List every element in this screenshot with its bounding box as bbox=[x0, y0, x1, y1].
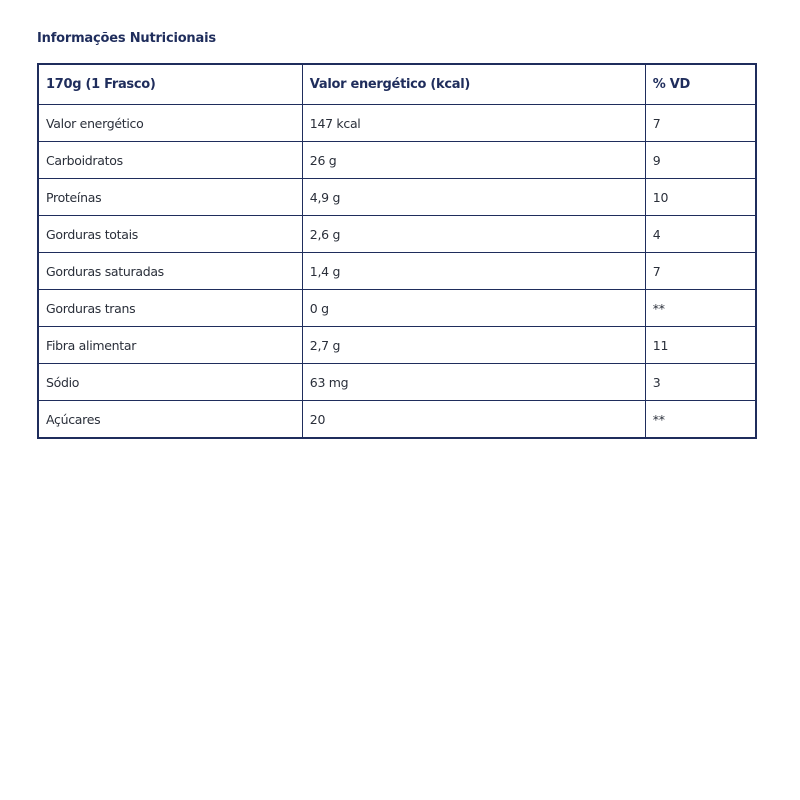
nutrient-name: Açúcares bbox=[38, 401, 302, 439]
nutrient-dv: 3 bbox=[645, 364, 756, 401]
nutrient-amount: 1,4 g bbox=[302, 253, 645, 290]
nutrient-name: Proteínas bbox=[38, 179, 302, 216]
nutrient-dv: 4 bbox=[645, 216, 756, 253]
nutrient-name: Gorduras trans bbox=[38, 290, 302, 327]
nutrient-dv: ** bbox=[645, 401, 756, 439]
page-title: Informações Nutricionais bbox=[37, 31, 216, 46]
table-row bbox=[38, 142, 756, 179]
table-row bbox=[38, 364, 756, 401]
nutrient-name: Sódio bbox=[38, 364, 302, 401]
nutrient-dv: ** bbox=[645, 290, 756, 327]
nutrient-name: Gorduras totais bbox=[38, 216, 302, 253]
table-row bbox=[38, 327, 756, 364]
header-serving: 170g (1 Frasco) bbox=[38, 64, 302, 105]
nutrient-amount: 2,6 g bbox=[302, 216, 645, 253]
nutrient-dv: 11 bbox=[645, 327, 756, 364]
header-energy-value: Valor energético (kcal) bbox=[302, 64, 645, 105]
table-row bbox=[38, 401, 756, 439]
table-row bbox=[38, 290, 756, 327]
nutrition-table bbox=[37, 63, 757, 439]
table-row bbox=[38, 105, 756, 142]
nutrient-amount: 147 kcal bbox=[302, 105, 645, 142]
nutrient-amount: 26 g bbox=[302, 142, 645, 179]
nutrient-name: Gorduras saturadas bbox=[38, 253, 302, 290]
nutrient-amount: 20 bbox=[302, 401, 645, 439]
nutrient-dv: 9 bbox=[645, 142, 756, 179]
nutrient-name: Fibra alimentar bbox=[38, 327, 302, 364]
table-row bbox=[38, 179, 756, 216]
nutrient-amount: 63 mg bbox=[302, 364, 645, 401]
nutrient-dv: 10 bbox=[645, 179, 756, 216]
nutrient-dv: 7 bbox=[645, 253, 756, 290]
nutrient-name: Valor energético bbox=[38, 105, 302, 142]
nutrient-name: Carboidratos bbox=[38, 142, 302, 179]
nutrient-dv: 7 bbox=[645, 105, 756, 142]
nutrient-amount: 4,9 g bbox=[302, 179, 645, 216]
table-row bbox=[38, 216, 756, 253]
nutrient-amount: 0 g bbox=[302, 290, 645, 327]
table-header-row bbox=[38, 64, 756, 105]
header-daily-value: % VD bbox=[645, 64, 756, 105]
nutrient-amount: 2,7 g bbox=[302, 327, 645, 364]
table-row bbox=[38, 253, 756, 290]
